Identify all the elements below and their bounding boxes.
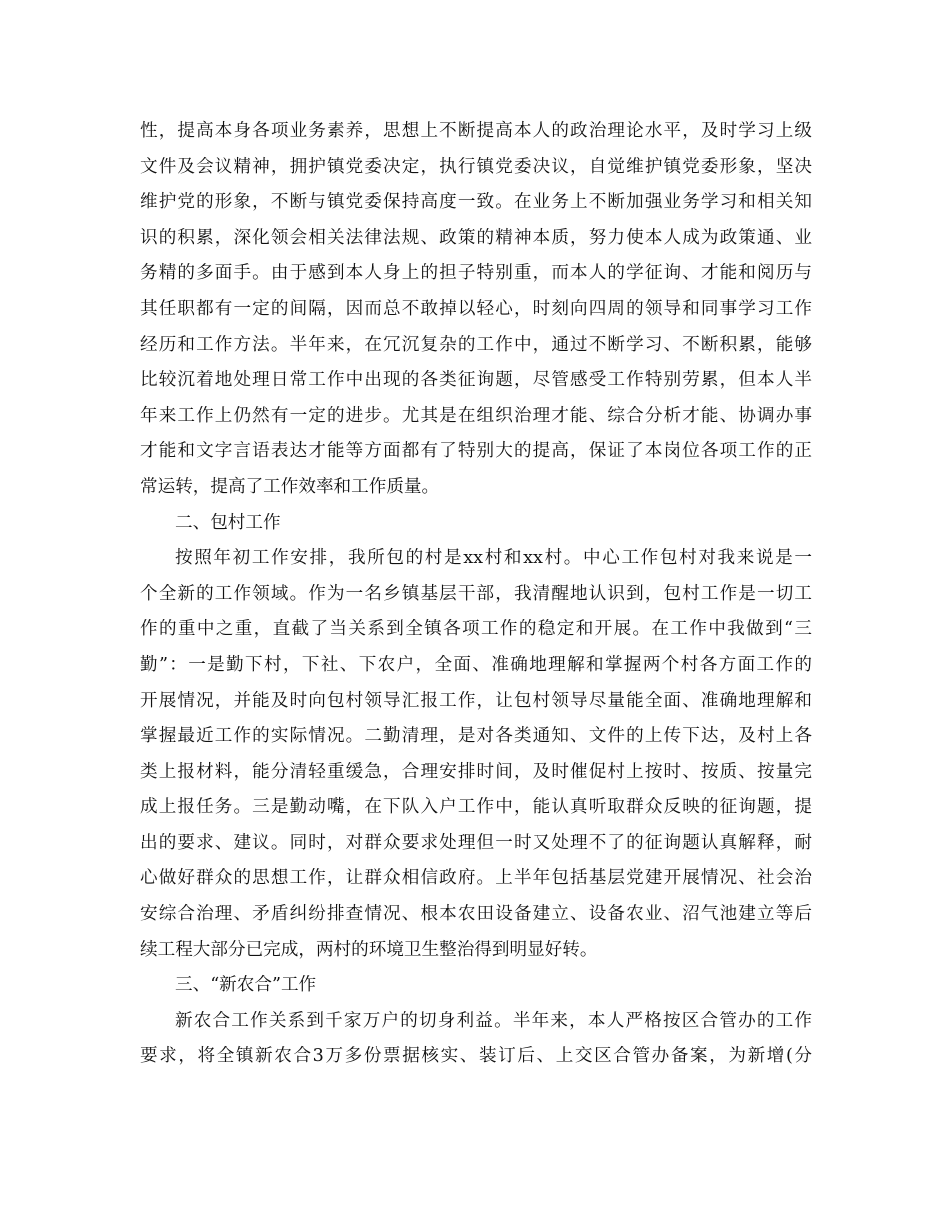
text-line: 维护党的形象，不断与镇党委保持高度一致。在业务上不断加强业务学习和相关知 — [140, 192, 812, 213]
text-line: 要求，将全镇新农合3万多份票据核实、装订后、上交区合管办备案，为新增(分 — [140, 1046, 812, 1067]
text-line: 类上报材料，能分清轻重缓急，合理安排时间，及时催促村上按时、按质、按量完 — [140, 761, 812, 782]
section-heading-village-work: 二、包村工作 — [175, 512, 281, 533]
text-line: 安综合治理、矛盾纠纷排查情况、根本农田设备建立、设备农业、沼气池建立等后 — [140, 904, 812, 925]
text-line: 开展情况，并能及时向包村领导汇报工作，让包村领导尽量能全面、准确地理解和 — [140, 690, 812, 711]
paragraph-new-rural-cooperative — [140, 1004, 812, 1075]
text-line: 常运转，提高了工作效率和工作质量。 — [140, 476, 440, 497]
text-line: 年来工作上仍然有一定的进步。尤其是在组织治理才能、综合分析才能、协调办事 — [140, 405, 812, 426]
text-line: 心做好群众的思想工作，让群众相信政府。上半年包括基层党建开展情况、社会治 — [140, 868, 812, 889]
text-line: 比较沉着地处理日常工作中出现的各类征询题，尽管感受工作特别劳累，但本人半 — [140, 370, 812, 391]
text-line: 性，提高本身各项业务素养，思想上不断提高本人的政治理论水平，及时学习上级 — [140, 121, 812, 141]
paragraph-work-attitude — [140, 114, 812, 506]
text-line: 掌握最近工作的实际情况。二勤清理，是对各类通知、文件的上传下达，及村上各 — [140, 726, 812, 747]
document-body — [140, 114, 812, 1075]
text-line: 个全新的工作领域。作为一名乡镇基层干部，我清醒地认识到，包村工作是一切工 — [140, 583, 812, 604]
text-line: 新农合工作关系到千家万户的切身利益。半年来，本人严格按区合管办的工作 — [175, 1010, 812, 1031]
text-line: 勤”：一是勤下村，下社、下农户，全面、准确地理解和掌握两个村各方面工作的 — [140, 654, 812, 675]
text-line: 作的重中之重，直截了当关系到全镇各项工作的稳定和开展。在工作中我做到“三 — [140, 619, 812, 640]
text-line: 才能和文字言语表达才能等方面都有了特别大的提高，保证了本岗位各项工作的正 — [140, 441, 812, 462]
text-line: 续工程大部分已完成，两村的环境卫生整治得到明显好转。 — [140, 939, 598, 960]
paragraph-village-work — [140, 541, 812, 968]
section-heading-new-rural-cooperative: 三、“新农合”工作 — [175, 975, 317, 996]
text-line: 务精的多面手。由于感到本人身上的担子特别重，而本人的学征询、才能和阅历与 — [140, 263, 812, 284]
text-line: 其任职都有一定的间隔，因而总不敢掉以轻心，时刻向四周的领导和同事学习工作 — [140, 298, 812, 319]
text-line: 文件及会议精神，拥护镇党委决定，执行镇党委决议，自觉维护镇党委形象，坚决 — [140, 156, 812, 177]
text-line: 经历和工作方法。半年来，在冗沉复杂的工作中，通过不断学习、不断积累，能够 — [140, 334, 812, 355]
text-line: 识的积累，深化领会相关法律法规、政策的精神本质，努力使本人成为政策通、业 — [140, 227, 812, 248]
text-line: 出的要求、建议。同时，对群众要求处理但一时又处理不了的征询题认真解释，耐 — [140, 832, 812, 853]
text-line: 成上报任务。三是勤动嘴，在下队入户工作中，能认真听取群众反映的征询题，提 — [140, 797, 812, 818]
text-line: 按照年初工作安排，我所包的村是xx村和xx村。中心工作包村对我来说是一 — [175, 548, 812, 569]
